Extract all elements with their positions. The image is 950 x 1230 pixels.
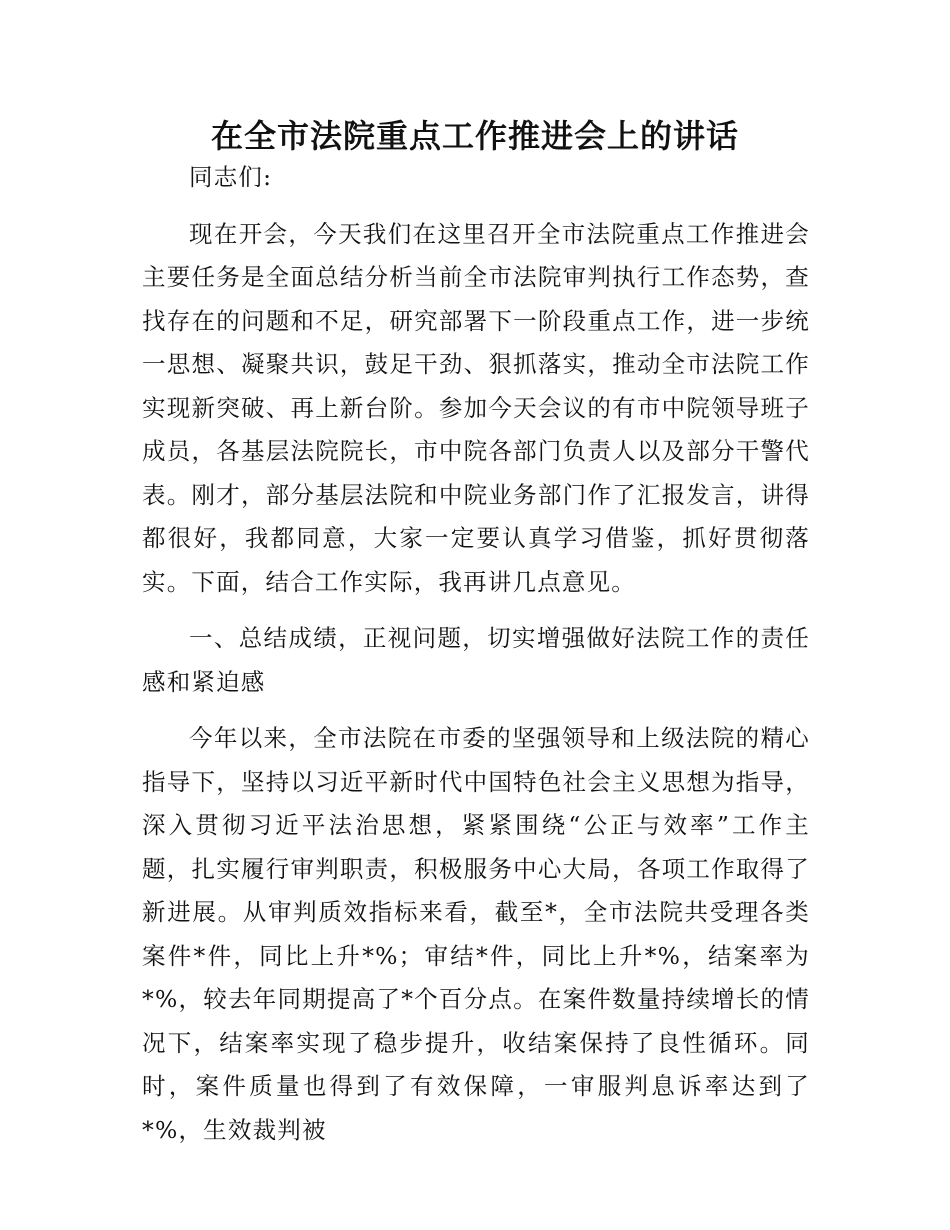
section-heading-1: 一、总结成绩，正视问题，切实增强做好法院工作的责任感和紧迫感: [142, 624, 810, 696]
greeting: 同志们:: [189, 163, 273, 191]
opening-paragraph: 现在开会，今天我们在这里召开全市法院重点工作推进会主要任务是全面总结分析当前全市法院审判执行工作态势，查找存在的问题和不足，研究部署下一阶段重点工作，进一步统一思想、凝聚共识，鼓足干劲、狠抓落实，推动全市法院工作实现新突破、再上新台阶。参加今天会议的有市中院领导班子成员，各基层法院院长，市中院各部门负责人以及部分干警代表。刚才，部分基层法院和中院业务部门作了汇报发言，讲得都很好，我都同意，大家一定要认真学习借鉴，抓好贯彻落实。下面，结合工作实际，我再讲几点意见。: [142, 219, 810, 596]
achievements-paragraph: 今年以来，全市法院在市委的坚强领导和上级法院的精心指导下，坚持以习近平新时代中国特色社会主义思想为指导，深入贯彻习近平法治思想，紧紧围绕“公正与效率”工作主题，扎实履行审判职责，积极服务中心大局，各项工作取得了新进展。从审判质效指标来看，截至*，全市法院共受理各类案件*件，同比上升*%；审结*件，同比上升*%，结案率为*%，较去年同期提高了*个百分点。在案件数量持续增长的情况下，结案率实现了稳步提升，收结案保持了良性循环。同时，案件质量也得到了有效保障，一审服判息诉率达到了*%，生效裁判被: [142, 724, 810, 1144]
document-title: 在全市法院重点工作推进会上的讲话: [210, 117, 739, 155]
document-body: [142, 140, 810, 1152]
